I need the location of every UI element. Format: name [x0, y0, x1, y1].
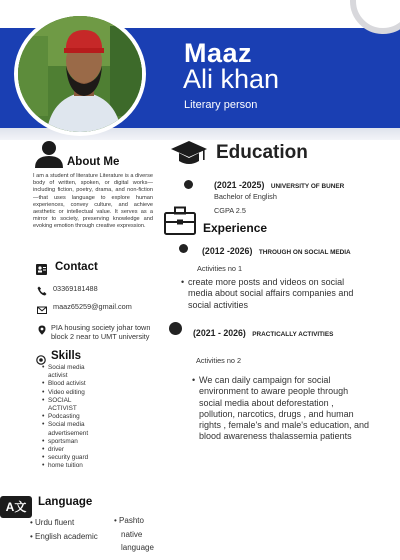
- list-item: • Podcasting: [42, 413, 88, 421]
- about-title: About Me: [67, 156, 120, 168]
- language-pashto-cont2: language: [121, 543, 154, 552]
- name-first: Maaz: [184, 38, 253, 68]
- list-item: • Pashto: [114, 516, 144, 525]
- timeline-dot: [179, 244, 188, 253]
- activity-bullet-1: [181, 277, 368, 311]
- skills-gear-icon: [36, 352, 46, 362]
- experience-years-2: (2021 - 2026): [193, 328, 246, 338]
- activity-bullet-2: [192, 375, 371, 443]
- phone-number[interactable]: 03369181488: [53, 284, 98, 293]
- list-item: • Video editing: [42, 389, 88, 397]
- location-pin-icon: [37, 322, 47, 332]
- avatar: [14, 12, 146, 136]
- role-title: Literary person: [184, 99, 258, 111]
- list-item: • Social media: [42, 421, 88, 429]
- experience-heading-2: PRACTICALLY ACTIVITIES: [252, 331, 334, 338]
- list-item: • Social media: [42, 364, 88, 372]
- contact-card-icon: [36, 262, 47, 273]
- name-last: Ali khan: [183, 64, 280, 94]
- education-title: Education: [216, 142, 308, 163]
- skills-list: [42, 364, 88, 471]
- email-address[interactable]: maaz65259@gmail.com: [53, 302, 132, 311]
- language-icon: A文: [0, 496, 32, 518]
- list-item: advertisement: [48, 429, 89, 437]
- experience-title: Experience: [203, 221, 268, 235]
- list-item: • sportsman: [42, 438, 88, 446]
- list-item: • driver: [42, 446, 88, 454]
- education-years: (2021 -2025): [214, 180, 265, 190]
- about-text: I am a student of literature Literature is a diverse body of written, spoken, or digital works—including fiction, poetry, drama, and non-fiction—that uses language to explore human experiences, convey culture, and achieve aesthetic or intellectual value. It serves as a mirror to society, preserving knowledge and evoking emotion through creative expression.: [33, 173, 154, 230]
- language-pashto: Pashto: [119, 516, 144, 525]
- email-icon: [37, 302, 47, 312]
- list-item: • English academic: [30, 532, 98, 541]
- experience-heading-1: THROUGH ON SOCIAL MEDIA: [258, 249, 351, 256]
- language-english: English academic: [35, 532, 98, 541]
- timeline-dot: [184, 180, 193, 189]
- graduation-cap-icon: [170, 139, 208, 169]
- experience-entry-1: [202, 241, 351, 259]
- list-item: • security guard: [42, 454, 88, 462]
- bullet: •: [181, 277, 185, 287]
- list-item: ACTIVIST: [48, 405, 77, 413]
- education-school: UNIVERSITY OF BUNER: [270, 183, 345, 190]
- skills-title: Skills: [51, 350, 82, 362]
- list-item: • home tuition: [42, 462, 88, 470]
- language-urdu: Urdu fluent: [35, 518, 75, 527]
- contact-title: Contact: [55, 261, 98, 273]
- bullet: •: [192, 375, 196, 385]
- activity-title-1: Activities no 1: [197, 264, 243, 273]
- education-entry: [214, 175, 344, 193]
- activity-text-1: create more posts and videos on social media about social affairs companies and social activities: [188, 277, 354, 310]
- education-degree: Bachelor of English: [214, 192, 277, 201]
- education-cgpa: CGPA 2.5: [214, 206, 246, 215]
- postal-address: PIA housing society johar town block 2 near to UMT university: [51, 323, 151, 341]
- timeline-dot: [169, 322, 182, 335]
- list-item: • Blood activist: [42, 380, 88, 388]
- activity-text-2: We can daily campaign for social environment to aware people through social media about deforestation , pollution, narcotics, drugs , and human rights , female's and male's education, and blood awareness thalassemia patients: [199, 375, 370, 442]
- language-title: Language: [38, 496, 93, 508]
- language-pashto-cont: native: [121, 530, 143, 539]
- experience-entry-2: [193, 323, 333, 341]
- activity-title-2: Activities no 2: [196, 356, 242, 365]
- experience-years-1: (2012 -2026): [202, 246, 253, 256]
- person-icon: [34, 140, 64, 168]
- briefcase-icon: [164, 206, 196, 236]
- phone-icon: [37, 283, 47, 293]
- list-item: activist: [48, 372, 68, 380]
- list-item: • Urdu fluent: [30, 518, 75, 527]
- list-item: • SOCIAL: [42, 397, 88, 405]
